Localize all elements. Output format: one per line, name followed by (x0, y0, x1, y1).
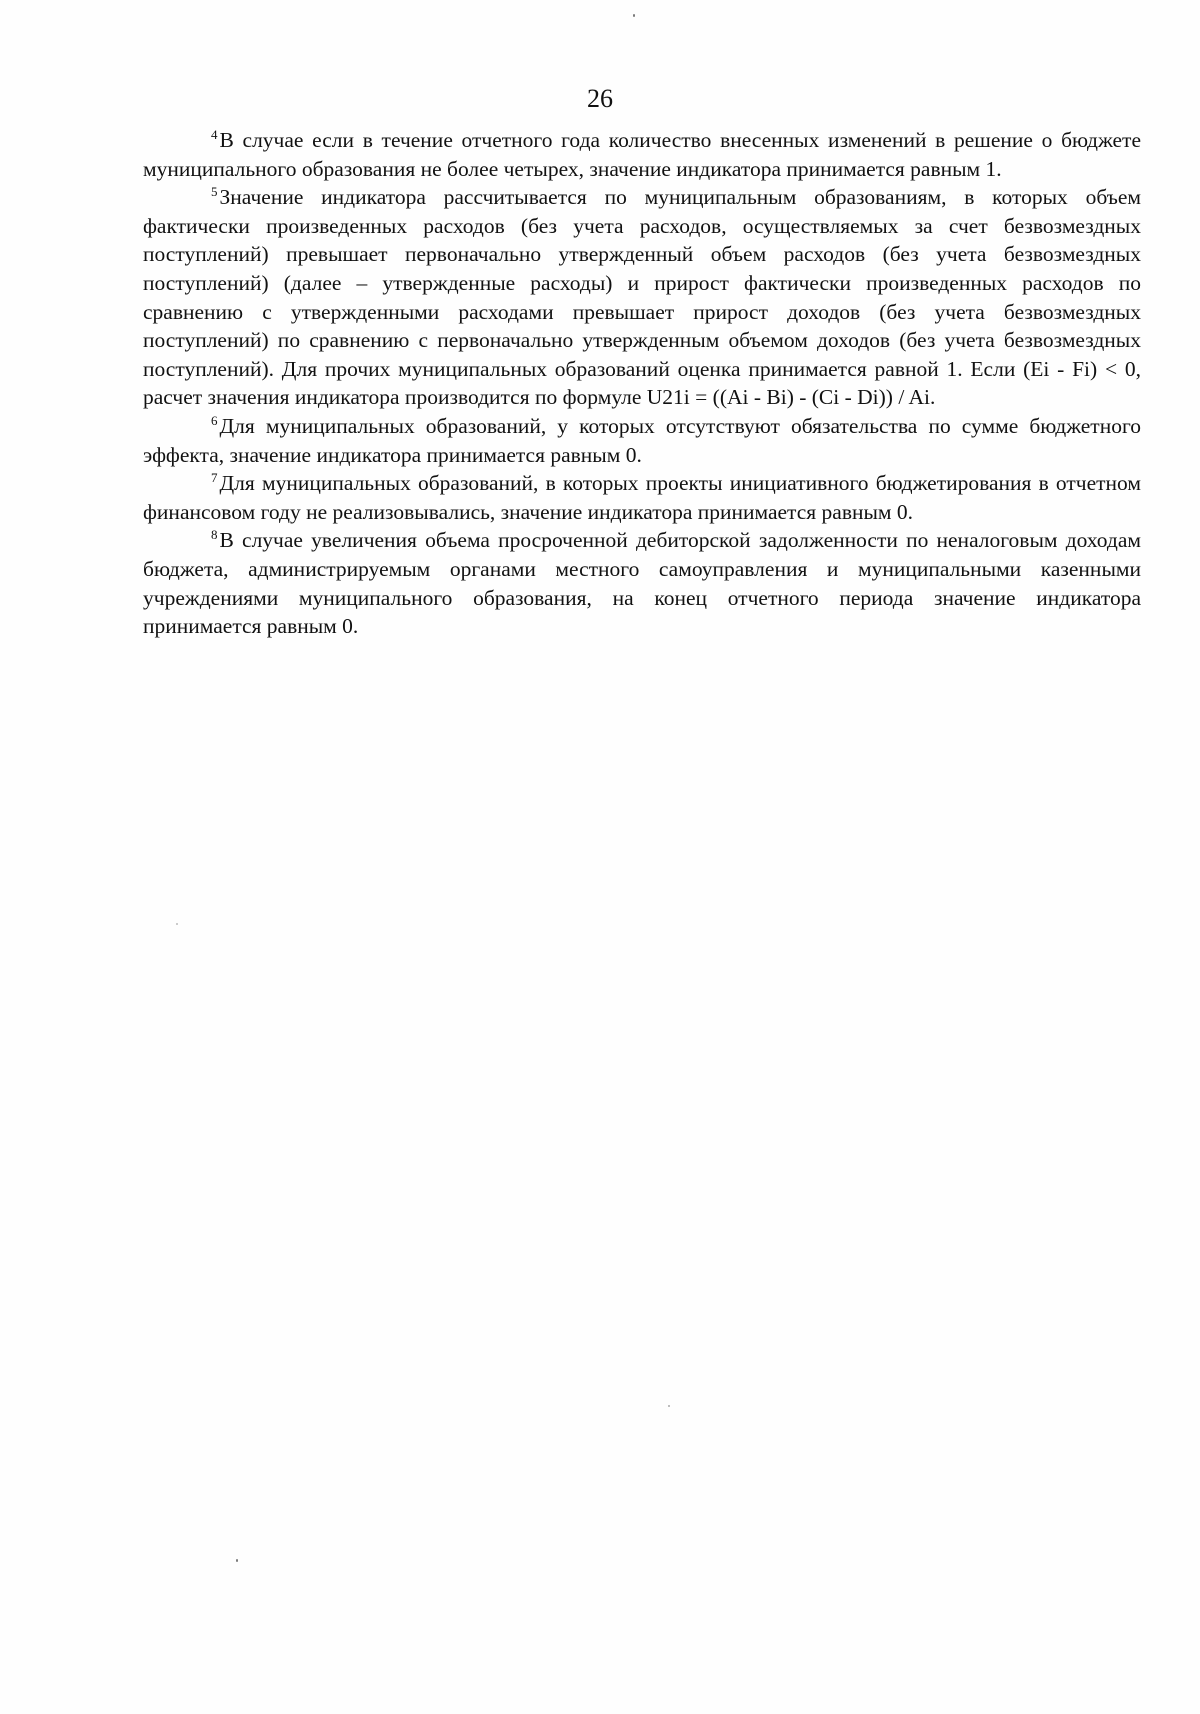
footnote-4 (143, 126, 1141, 183)
footnote-text: Для муниципальных образований, в которых проекты инициативного бюджетирования в отчетном финансовом году не реализовывались, значение индикатора принимается равным 0. (143, 471, 1141, 524)
footnote-7 (143, 469, 1141, 526)
footnote-marker: 4 (211, 127, 218, 142)
footnote-5 (143, 183, 1141, 412)
footnote-text: В случае если в течение отчетного года количество внесенных изменений в решение о бюджете муниципального образования не более четырех, значение индикатора принимается равным 1. (143, 128, 1141, 181)
footnote-marker: 7 (211, 470, 218, 486)
scan-speck (176, 923, 178, 925)
footnote-marker: 6 (211, 412, 218, 428)
footnote-text: Значение индикатора рассчитывается по муниципальным образованиям, в которых объем фактически произведенных расходов (без учета расходов, осуществляемых за счет безвозмездных поступлений) превышает первоначально утвержденный объем расходов (без учета безвозмездных поступлений) (далее – утвержденные расходы) и прирост фактически произведенных расходов по сравнению с утвержденными расходами превышает прирост доходов (без учета безвозмездных поступлений) по сравнению с первоначально утвержденным объемом доходов (без учета безвозмездных поступлений). Для прочих муниципальных образований оценка принимается равной 1. Если (Ei - Fi) < 0, расчет значения индикатора производится по формуле U21i = ((Ai - Bi) - (Ci - Di)) / Ai. (143, 185, 1141, 410)
scan-speck (668, 1405, 670, 1407)
page-number: 26 (587, 84, 613, 113)
footnote-text: В случае увеличения объема просроченной дебиторской задолженности по неналоговым доходам бюджета, администрируемым органами местного самоуправления и муниципальными казенными учреждениями муниципального образования, на конец отчетного периода значение индикатора принимается равным 0. (143, 528, 1141, 639)
footnote-6 (143, 412, 1141, 469)
footnotes-section (143, 126, 1141, 641)
footnote-8 (143, 526, 1141, 640)
footnote-marker: 8 (211, 527, 218, 543)
footnote-marker: 5 (211, 184, 218, 200)
scan-speck (633, 14, 635, 17)
footnote-text: Для муниципальных образований, у которых отсутствуют обязательства по сумме бюджетного эффекта, значение индикатора принимается равным 0. (143, 413, 1141, 467)
scan-speck (236, 1559, 238, 1562)
